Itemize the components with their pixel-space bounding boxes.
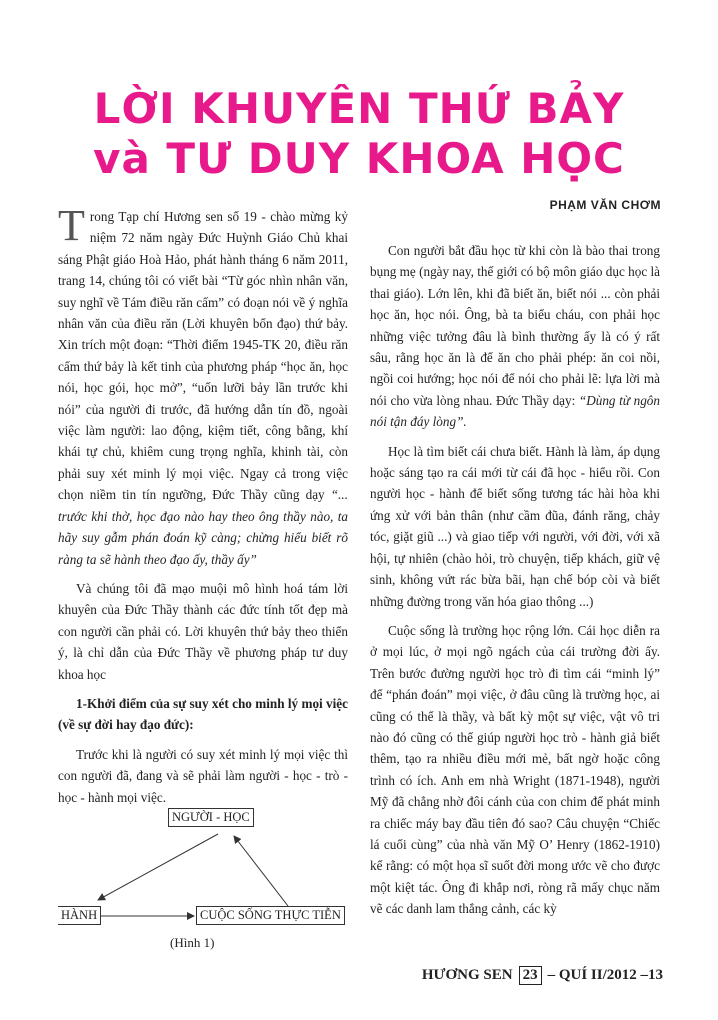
section-heading: 1-Khởi điểm của sự suy xét cho minh lý mọi việc (về sự đời hay đạo đức):	[58, 695, 348, 733]
drop-cap: T	[58, 201, 85, 250]
paragraph-hoc-hanh: Học là tìm biết cái chưa biết. Hành là làm, áp dụng hoặc sáng tạo ra cái mới từ cái đã học - hiểu rồi. Con người học - hành để biết sống tương tác hài hòa khi ứng xử với bản thân (như cầm đũa, đánh răng, chảy tóc, giặt giũ ...) và giao tiếp với người, với đời, với xã hội, tự nhiên (chào hỏi, trò chuyện, tiếp khách, giữ vệ sinh, không vứt rác bừa bãi, hạn chế bóp còi và biết những đường trong văn hóa giao thông ...)	[370, 443, 660, 609]
page-footer	[422, 966, 663, 985]
paragraph-learning: Con người bắt đầu học từ khi còn là bào thai trong bụng mẹ (ngày nay, thế giới có bộ môn giáo dục học là thai giáo). Lớn lên, khi đã biết ăn, biết nói ... còn phải học ăn, học nói. Ông, bà ta biểu cháu, con phải học những việc tưởng đâu là bình thường ấy là có ý rất sâu, rằng học ăn là để ăn cho phải phép: ăn coi nồi, ngồi coi hướng; học nói để nói cho phải lẽ: lựa lời mà nói cho vừa lòng nhau. Đức Thầy dạy: “Dùng từ ngôn nói tận đáy lòng”.	[370, 243, 660, 430]
article-title-line2: và TƯ DUY KHOA HỌC	[93, 134, 625, 183]
node-cuoc-song: CUỘC SỐNG THỰC TIỄN	[196, 906, 345, 925]
figure-caption: (Hình 1)	[170, 935, 215, 950]
quote-thay-day: “Dùng từ ngôn nói tận đáy lòng”.	[370, 392, 660, 430]
node-nguoi-hoc: NGƯỜI - HỌC	[168, 808, 254, 827]
author-name: PHẠM VĂN CHƠM	[549, 198, 661, 212]
intro-quote: “... trước khi thờ, học đạo nào hay theo ông thầy nào, ta hãy suy gẫm phán đoán kỹ càng; chừng hiểu biết rõ ràng ta sẽ hành theo đạo ấy, thầy ấy”	[58, 487, 348, 567]
magazine-name: HƯƠNG SEN	[421, 967, 513, 983]
left-column	[58, 201, 348, 816]
intro-text: rong Tạp chí Hương sen số 19 - chào mừng kỷ niệm 72 năm ngày Đức Huỳnh Giáo Chủ khai sáng Phật giáo Hoà Hảo, phát hành tháng 6 năm 2011, trang 14, chúng tôi có viết bài “Từ góc nhìn nhân văn, suy nghĩ về Tám điều răn cấm” có đoạn nói về ý nghĩa nhân văn của điều răn (Lời khuyên bổn đạo) thứ bảy. Xin trích một đoạn: “Thời điểm 1945-TK 20, điều răn cấm thứ bảy là kết tinh của phương pháp “học ăn, học nói, học gói, học mở”, “uốn lưỡi bảy lần trước khi nói” của người đi trước, đã hướng dẫn tín đồ, ngoài việc làm người: lao động, kiệm tiết, công bằng, khí khái tự chủ, khiêm cung trọng nghĩa, khinh tài, còn phải suy xét minh lý mọi việc. Ngay cả trong việc chọn niềm tin tín ngưỡng, Đức Thầy cũng dạy	[58, 209, 348, 503]
paragraph-model: Và chúng tôi đã mạo muội mô hình hoá tám lời khuyên của Đức Thầy thành các đức tính tốt đẹp mà con người cần phải có. Lời khuyên thứ bảy theo thiển ý, là chỉ dẫn của Đức Thầy về phương pháp tư duy khoa học	[58, 580, 348, 682]
article-title-line1: LỜI KHUYÊN THỨ BẢY	[93, 84, 625, 133]
node-hanh: HÀNH	[58, 906, 101, 925]
right-column	[370, 240, 660, 928]
issue-number: 23	[519, 966, 542, 985]
paragraph-before: Trước khi là người có suy xét minh lý mọi việc thì con người đã, đang và sẽ phải làm người - học - trò - học - hành mọi việc.	[58, 746, 348, 805]
issue-period: – QUÍ II/2012 –13	[547, 967, 663, 983]
figure-1-diagram	[58, 804, 358, 954]
paragraph-truong-doi: Cuộc sống là trường học rộng lớn. Cái học diễn ra ở mọi lúc, ở mọi ngõ ngách của cái trường đời ấy. Trên bước đường người học trò đi tìm cái “minh lý” để “phán đoán” mọi việc, ở đâu cũng là trường học, ai cũng có thể là thầy, và bất kỳ một sự việc, vật vô tri nào đó cũng có thể giúp người học trò - hành giả biết thêm, tạo ra nhiều điều mới mẻ, bất ngờ hoặc công trình có ích. Anh em nhà Wright (1871-1948), người Mỹ đã chẳng nhờ đôi cánh của con chim để phát minh ra chiếc máy bay đầu tiên đó sao? Câu chuyện “Chiếc lá cuối cùng” của nhà văn Mỹ O’ Henry (1862-1910) kể rằng: có một họa sĩ suốt đời mong ước vẽ cho được một kiệt tác. Ông đi khắp nơi, ròng rã mấy chục năm vẽ các danh lam thắng cảnh, các kỳ	[370, 622, 660, 917]
intro-paragraph	[58, 201, 348, 570]
